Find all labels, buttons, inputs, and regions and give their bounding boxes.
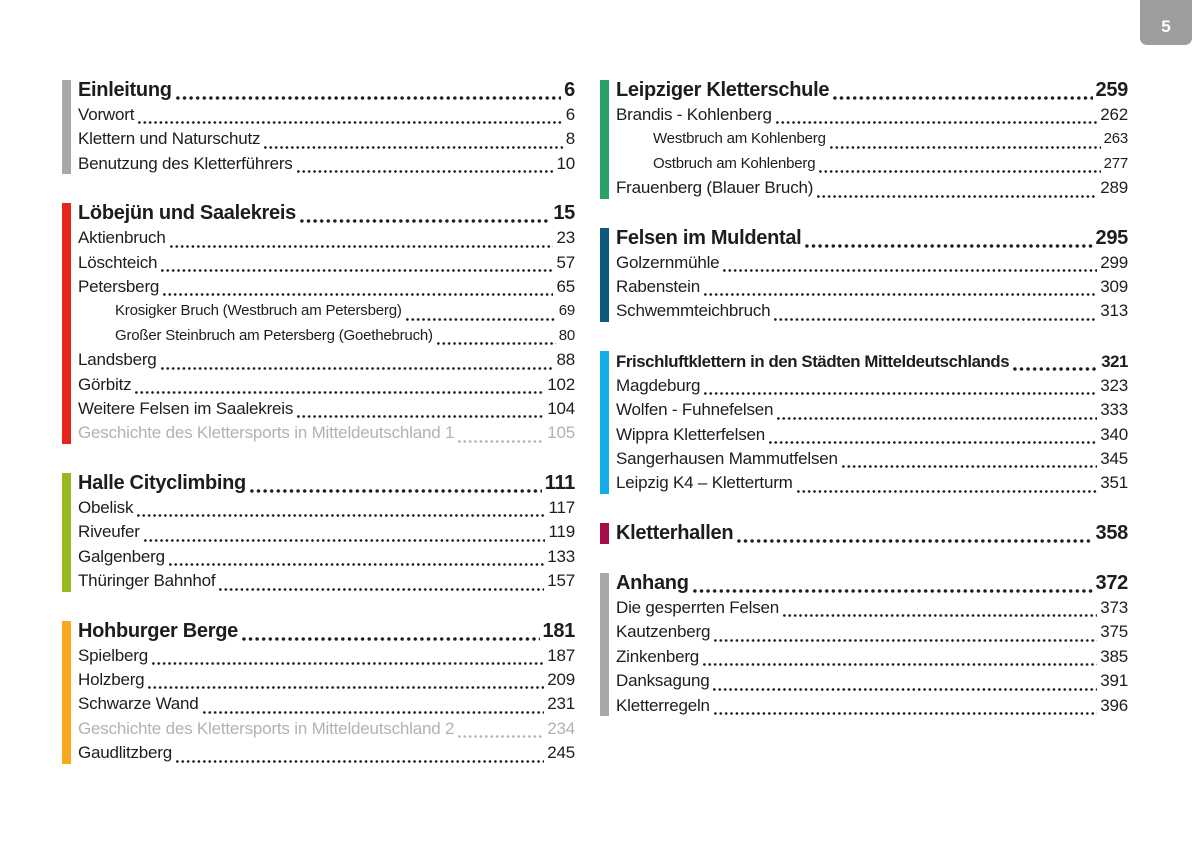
toc-section-header-page: 111	[544, 471, 575, 494]
toc-entry-label: Thüringer Bahnhof	[78, 571, 216, 591]
toc-entry-page: 10	[556, 153, 575, 173]
toc-entry-label: Krosigker Bruch (Westbruch am Petersberg)	[115, 302, 402, 320]
toc-entry-page: 313	[1100, 301, 1128, 321]
dot-leader	[176, 758, 544, 763]
toc-entry-page: 102	[547, 374, 575, 394]
toc-entry-label: Kautzenberg	[616, 622, 711, 642]
toc-section-header-label: Leipziger Kletterschule	[616, 79, 830, 101]
toc-entry-page: 104	[547, 399, 575, 419]
toc-entry-page: 385	[1100, 646, 1128, 666]
dot-leader	[264, 144, 562, 149]
toc-entry-label: Sangerhausen Mammutfelsen	[616, 449, 838, 469]
toc-entry	[78, 569, 575, 593]
toc-entry-page: 263	[1103, 130, 1128, 148]
toc-section-header-page: 372	[1095, 571, 1128, 594]
toc-section-header-page: 259	[1095, 79, 1128, 101]
toc-entry-page: 65	[556, 277, 575, 297]
dot-leader	[713, 686, 1097, 691]
toc-entry-label: Galgenberg	[78, 546, 165, 566]
toc-entry-label: Benutzung des Kletterführers	[78, 153, 293, 173]
toc-section	[600, 571, 1128, 718]
toc-section-header-label: Hohburger Berge	[78, 619, 238, 642]
toc-entry-page: 8	[565, 129, 575, 149]
dot-leader	[161, 365, 554, 370]
toc-entry	[78, 421, 575, 445]
toc-entry-page: 157	[547, 571, 575, 591]
dot-leader	[250, 487, 542, 493]
dot-leader	[817, 193, 1097, 198]
toc-entry-label: Landsberg	[78, 350, 157, 370]
dot-leader	[219, 586, 544, 591]
toc-entry-page: 299	[1100, 252, 1128, 272]
dot-leader	[714, 710, 1097, 715]
toc-entry-page: 345	[1100, 449, 1128, 469]
toc-entry	[616, 251, 1128, 275]
section-color-bar	[600, 351, 609, 494]
toc-entry	[78, 103, 575, 127]
dot-leader	[769, 439, 1097, 444]
toc-entry	[616, 596, 1128, 620]
toc-entry-label: Wippra Kletterfelsen	[616, 424, 766, 444]
toc-entry-label: Klettern und Naturschutz	[78, 129, 261, 149]
toc-entry	[616, 152, 1128, 176]
section-color-bar	[62, 203, 71, 444]
section-color-bar	[62, 80, 71, 174]
dot-leader	[135, 389, 544, 394]
toc-entry	[616, 447, 1128, 471]
toc-column-right	[600, 78, 1128, 791]
toc-section-header-label: Felsen im Muldental	[616, 226, 802, 249]
dot-leader	[161, 267, 553, 272]
toc-section-header-label: Löbejün und Saalekreis	[78, 202, 296, 225]
toc-section-header-label: Kletterhallen	[616, 521, 734, 544]
toc-entry-label: Zinkenberg	[616, 646, 700, 666]
toc-section	[62, 471, 575, 594]
dot-leader	[152, 660, 544, 665]
toc-entry-page: 187	[547, 645, 575, 665]
toc-entry-page: 6	[565, 105, 575, 124]
dot-leader	[144, 537, 546, 542]
dot-leader	[703, 661, 1097, 666]
toc-entry-page: 234	[547, 718, 575, 738]
toc-entry-label: Weitere Felsen im Saalekreis	[78, 399, 294, 419]
toc-entry	[78, 348, 575, 372]
toc-entry-label: Westbruch am Kohlenberg	[653, 130, 826, 148]
dot-leader	[737, 537, 1092, 543]
toc-entry-label: Schwemmteichbruch	[616, 301, 771, 321]
dot-leader	[777, 415, 1097, 420]
toc-entry-label: Vorwort	[78, 105, 135, 124]
toc-section-header	[78, 471, 575, 496]
toc-entry	[78, 717, 575, 741]
dot-leader	[300, 217, 550, 223]
dot-leader	[819, 168, 1100, 173]
dot-leader	[163, 291, 553, 296]
dot-leader	[805, 242, 1092, 248]
toc-section-header-page: 15	[553, 202, 575, 225]
toc-entry-label: Ostbruch am Kohlenberg	[653, 154, 816, 172]
toc-entry-label: Danksagung	[616, 671, 710, 691]
toc-section-header	[616, 78, 1128, 103]
dot-leader	[148, 684, 544, 689]
dot-leader	[458, 733, 544, 738]
toc-entry	[78, 520, 575, 544]
toc-entry-page: 396	[1100, 695, 1128, 715]
dot-leader	[170, 243, 554, 248]
toc-column-left	[62, 78, 575, 791]
toc-entry-label: Golzernmühle	[616, 252, 720, 272]
toc-entry-label: Görbitz	[78, 374, 132, 394]
dot-leader	[704, 390, 1097, 395]
toc-entry	[78, 741, 575, 765]
toc-entry-page: 391	[1100, 671, 1128, 691]
toc-section-header-page: 6	[564, 79, 575, 101]
dot-leader	[297, 168, 554, 173]
toc-entry-label: Geschichte des Klettersports in Mitteldeutschland 1	[78, 423, 455, 443]
toc-entry-label: Aktienbruch	[78, 228, 166, 248]
toc-entry-label: Magdeburg	[616, 375, 701, 395]
toc-section-header	[616, 226, 1128, 251]
toc-entry-label: Brandis - Kohlenberg	[616, 105, 772, 124]
toc-entry-label: Leipzig K4 – Kletterturm	[616, 473, 793, 493]
toc-section-header-label: Anhang	[616, 571, 689, 594]
toc-entry-page: 245	[547, 743, 575, 763]
toc-entry-page: 289	[1100, 178, 1128, 198]
page-number-badge	[1140, 0, 1192, 45]
toc-entry	[78, 324, 575, 348]
toc-entry-page: 323	[1100, 375, 1128, 395]
toc-section-header-page: 181	[542, 619, 575, 642]
toc-entry-page: 375	[1100, 622, 1128, 642]
toc-section	[600, 521, 1128, 546]
dot-leader	[842, 463, 1097, 468]
toc-entry-label: Gaudlitzberg	[78, 743, 172, 763]
toc-entry	[78, 644, 575, 668]
toc-entry	[78, 397, 575, 421]
toc-entry-page: 105	[547, 423, 575, 443]
dot-leader	[704, 291, 1097, 296]
dot-leader	[714, 637, 1097, 642]
toc-section-header	[78, 201, 575, 226]
toc-entry-page: 333	[1100, 400, 1128, 420]
toc-section-header-page: 295	[1095, 226, 1128, 249]
toc-entry-label: Frauenberg (Blauer Bruch)	[616, 178, 814, 198]
toc-entry	[616, 645, 1128, 669]
toc-entry-page: 231	[547, 694, 575, 714]
dot-leader	[830, 144, 1101, 149]
toc-entry	[616, 299, 1128, 323]
section-color-bar	[62, 473, 71, 592]
toc-entry	[616, 620, 1128, 644]
toc-entry-label: Riveufer	[78, 522, 140, 542]
toc-section-header-label: Halle Cityclimbing	[78, 471, 246, 494]
toc-section	[62, 619, 575, 766]
section-color-bar	[62, 621, 71, 764]
dot-leader	[203, 709, 545, 714]
dot-leader	[406, 316, 556, 321]
toc-entry-page: 309	[1100, 277, 1128, 297]
toc-entry	[616, 176, 1128, 200]
toc-entry-label: Geschichte des Klettersports in Mitteldeutschland 2	[78, 718, 455, 738]
toc-section-header	[78, 78, 575, 103]
section-color-bar	[600, 228, 609, 322]
dot-leader	[797, 488, 1098, 493]
dot-leader	[776, 119, 1098, 124]
toc-entry	[616, 398, 1128, 422]
dot-leader	[138, 119, 563, 124]
toc-entry	[78, 668, 575, 692]
toc-entry	[616, 423, 1128, 447]
page-number: 5	[1161, 17, 1171, 36]
toc-section	[62, 201, 575, 446]
section-color-bar	[600, 80, 609, 199]
dot-leader	[169, 561, 544, 566]
toc-entry-page: 277	[1103, 154, 1128, 172]
dot-leader	[723, 267, 1097, 272]
toc-entry-page: 80	[558, 326, 575, 344]
section-color-bar	[600, 573, 609, 716]
toc-entry-label: Obelisk	[78, 497, 134, 517]
toc-entry-page: 340	[1100, 424, 1128, 444]
toc-entry-label: Rabenstein	[616, 277, 701, 297]
toc-entry-page: 69	[558, 302, 575, 320]
toc-entry-page: 209	[547, 669, 575, 689]
dot-leader	[833, 94, 1092, 100]
toc-entry-page: 351	[1100, 473, 1128, 493]
toc-entry	[616, 103, 1128, 127]
toc-section	[600, 226, 1128, 324]
toc-entry-label: Großer Steinbruch am Petersberg (Goethebruch)	[115, 326, 433, 344]
dot-leader	[693, 587, 1093, 593]
toc-entry	[78, 692, 575, 716]
dot-leader	[176, 94, 562, 100]
section-color-bar	[600, 523, 609, 544]
toc-entry	[78, 226, 575, 250]
toc-entry	[616, 374, 1128, 398]
toc-entry-page: 57	[556, 252, 575, 272]
dot-leader	[437, 340, 556, 345]
toc-entry-page: 373	[1100, 597, 1128, 617]
toc-entry-label: Löschteich	[78, 252, 158, 272]
toc-entry	[616, 694, 1128, 718]
dot-leader	[1013, 365, 1098, 371]
toc-entry-page: 88	[556, 350, 575, 370]
toc-section	[600, 78, 1128, 201]
toc-entry	[616, 275, 1128, 299]
toc-entry-label: Kletterregeln	[616, 695, 710, 715]
toc-entry-label: Wolfen - Fuhnefelsen	[616, 400, 774, 420]
toc-entry	[78, 251, 575, 275]
dot-leader	[242, 635, 540, 641]
dot-leader	[783, 612, 1097, 617]
toc-entry	[78, 127, 575, 151]
toc-entry-label: Holzberg	[78, 669, 145, 689]
toc-section	[62, 78, 575, 176]
toc-section-header-label: Einleitung	[78, 79, 172, 101]
dot-leader	[458, 438, 544, 443]
toc-entry	[78, 275, 575, 299]
toc-section-header-label: Frischluftklettern in den Städten Mitteldeutschlands	[616, 351, 1010, 371]
toc-entry	[78, 496, 575, 520]
toc-entry-label: Spielberg	[78, 645, 149, 665]
toc-entry	[616, 471, 1128, 495]
toc-entry-page: 23	[556, 228, 575, 248]
toc-section	[600, 349, 1128, 496]
toc-section-header	[616, 349, 1128, 374]
toc-entry-label: Die gesperrten Felsen	[616, 597, 780, 617]
toc-entry-page: 119	[548, 522, 575, 542]
toc-entry	[616, 669, 1128, 693]
toc-entry	[78, 373, 575, 397]
dot-leader	[137, 512, 545, 517]
dot-leader	[297, 413, 544, 418]
toc-entry-page: 133	[547, 546, 575, 566]
toc-entry-page: 262	[1100, 105, 1128, 124]
toc-entry	[78, 545, 575, 569]
toc-section-header-page: 358	[1095, 521, 1128, 544]
toc-entry	[78, 299, 575, 323]
toc-section-header	[616, 521, 1128, 546]
toc-entry-label: Petersberg	[78, 277, 160, 297]
toc-section-header	[78, 619, 575, 644]
toc-section-header	[616, 571, 1128, 596]
toc-entry-label: Schwarze Wand	[78, 694, 199, 714]
toc-section-header-page: 321	[1101, 351, 1128, 371]
toc-entry-page: 117	[548, 497, 575, 517]
dot-leader	[774, 316, 1097, 321]
toc-entry	[78, 152, 575, 176]
toc-entry	[616, 127, 1128, 151]
